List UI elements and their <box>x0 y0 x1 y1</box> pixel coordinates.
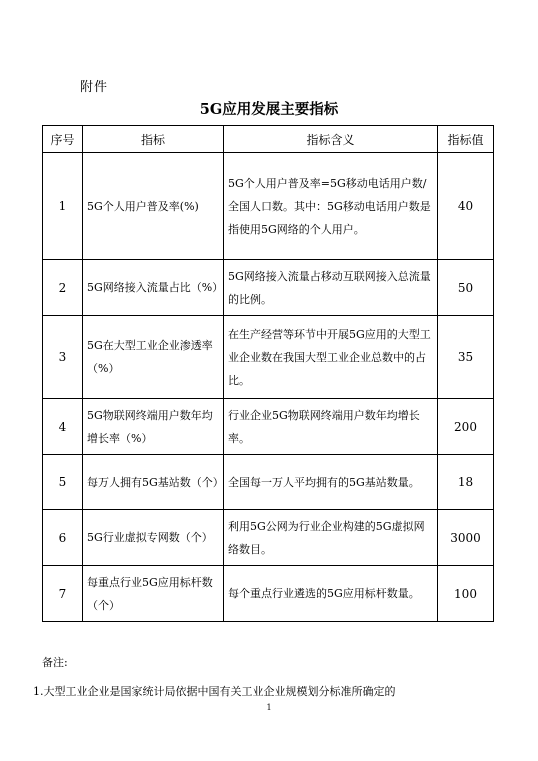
header-no: 序号 <box>43 126 83 153</box>
row-no: 6 <box>43 510 83 566</box>
notes-label: 备注: <box>42 656 68 669</box>
row-meaning: 5G个人用户普及率=5G移动电话用户数/全国人口数。其中：5G移动电话用户数是指使用5G网络的个人用户。 <box>224 153 438 260</box>
page-number: 1 <box>266 703 272 712</box>
row-no: 4 <box>43 399 83 455</box>
row-meaning: 全国每一万人平均拥有的5G基站数量。 <box>224 455 438 510</box>
row-meaning: 5G网络接入流量占移动互联网接入总流量的比例。 <box>224 260 438 316</box>
table-header-row <box>43 126 494 153</box>
row-no: 7 <box>43 566 83 622</box>
row-indicator: 5G在大型工业企业渗透率（%） <box>83 316 224 399</box>
header-indicator: 指标 <box>83 126 224 153</box>
document-title: 5G应用发展主要指标 <box>199 101 339 118</box>
indicators-table <box>42 125 494 622</box>
row-meaning: 利用5G公网为行业企业构建的5G虚拟网络数目。 <box>224 510 438 566</box>
row-indicator: 5G物联网终端用户数年均增长率（%） <box>83 399 224 455</box>
table-row <box>43 316 494 399</box>
row-value: 40 <box>438 153 494 260</box>
row-indicator: 5G行业虚拟专网数（个） <box>83 510 224 566</box>
table-row <box>43 510 494 566</box>
table-row <box>43 260 494 316</box>
row-no: 1 <box>43 153 83 260</box>
row-no: 3 <box>43 316 83 399</box>
row-meaning: 每个重点行业遴选的5G应用标杆数量。 <box>224 566 438 622</box>
row-no: 2 <box>43 260 83 316</box>
row-value: 18 <box>438 455 494 510</box>
table-row <box>43 399 494 455</box>
row-meaning: 行业企业5G物联网终端用户数年均增长率。 <box>224 399 438 455</box>
row-no: 5 <box>43 455 83 510</box>
table-row <box>43 455 494 510</box>
row-value: 3000 <box>438 510 494 566</box>
row-value: 100 <box>438 566 494 622</box>
row-indicator: 5G个人用户普及率(%) <box>83 153 224 260</box>
row-indicator: 每重点行业5G应用标杆数（个） <box>83 566 224 622</box>
header-meaning: 指标含义 <box>224 126 438 153</box>
note-item: 1.大型工业企业是国家统计局依据中国有关工业企业规模划分标准所确定的 <box>33 685 396 698</box>
row-indicator: 5G网络接入流量占比（%） <box>83 260 224 316</box>
row-value: 35 <box>438 316 494 399</box>
row-indicator: 每万人拥有5G基站数（个） <box>83 455 224 510</box>
table-row <box>43 153 494 260</box>
table-row <box>43 566 494 622</box>
row-value: 50 <box>438 260 494 316</box>
row-meaning: 在生产经营等环节中开展5G应用的大型工业企业数在我国大型工业企业总数中的占比。 <box>224 316 438 399</box>
header-value: 指标值 <box>438 126 494 153</box>
row-value: 200 <box>438 399 494 455</box>
attachment-label: 附件 <box>80 80 109 95</box>
